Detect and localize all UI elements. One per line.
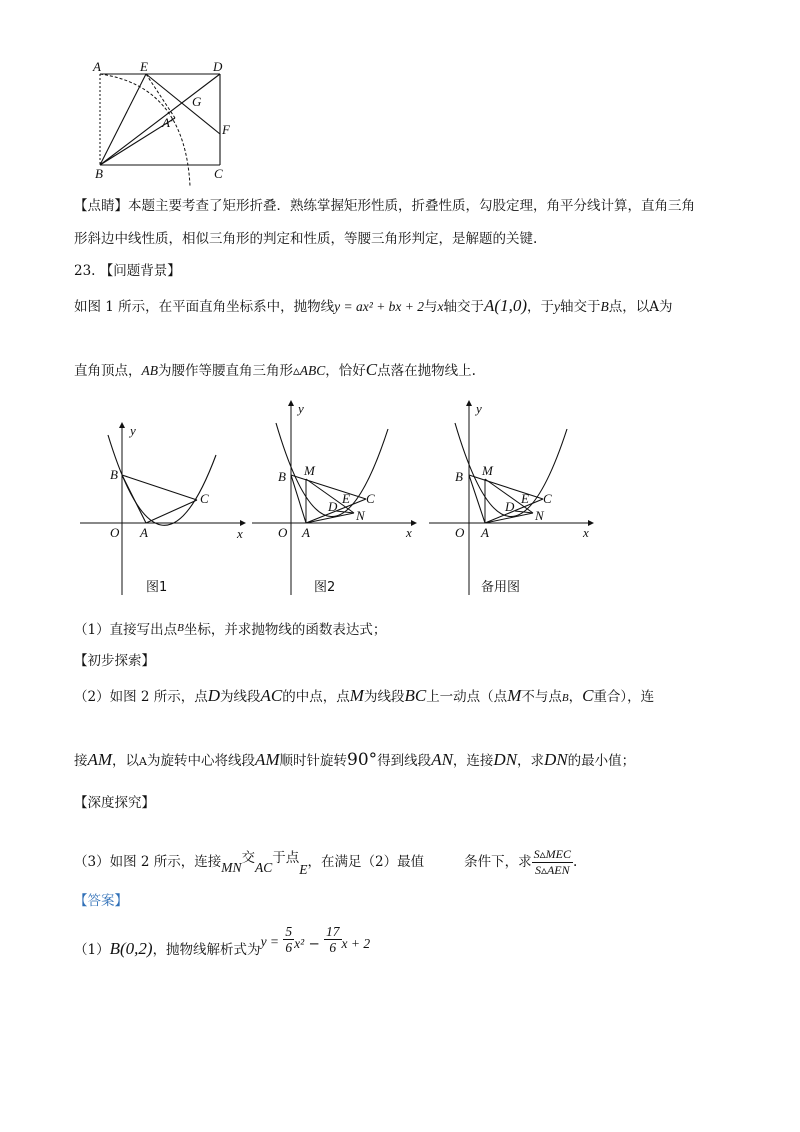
seg-AM: AM [87, 750, 113, 769]
fig2-D-label: D [328, 499, 338, 514]
seg-AM: AM [255, 750, 280, 769]
fig1-A-label: A [140, 525, 148, 540]
text: − [308, 936, 320, 952]
label-D: D [213, 59, 223, 74]
label-F: F [222, 122, 230, 137]
text: （1） [74, 942, 110, 958]
var-A: A [649, 299, 659, 315]
text: 点落在抛物线上. [377, 363, 476, 379]
problem-number: 23. [74, 263, 96, 279]
var-x: x [437, 299, 444, 314]
background-line-2 [74, 360, 476, 381]
fig3-M-label: M [482, 463, 493, 478]
section-background: 【问题背景】 [99, 263, 181, 279]
fig1-B-label: B [110, 467, 118, 482]
var-M: M [349, 686, 364, 705]
answer-label: 【答案】 [74, 893, 128, 909]
text: 点，以 [608, 299, 650, 315]
formula-parabola: y = ax² + bx + 2 [334, 299, 425, 314]
text: ，抛物线解析式为 [152, 942, 261, 958]
label-G: G [192, 94, 202, 109]
point-B: B(0,2) [109, 939, 153, 958]
question-2-line-2 [74, 750, 635, 772]
fig3-E-label: E [521, 491, 529, 506]
text: 的中点，点 [282, 689, 350, 705]
fig3-x-label: x [583, 525, 589, 540]
fraction-denominator: 6 [285, 940, 293, 955]
text: 交 [241, 850, 256, 866]
dianjing-line2: 形斜边中线性质，相似三角形的判定和性质，等腰三角形判定，是解题的关键. [74, 231, 538, 247]
rectangle-fold-figure [80, 58, 250, 188]
text: 于点 [272, 850, 300, 866]
fig2-O-label: O [278, 525, 288, 540]
text: 为腰作等腰直角三角形 [158, 363, 293, 379]
fig3-N-label: N [535, 508, 544, 523]
text: 如图 1 所示，在平面直角坐标系中，抛物线 [74, 299, 335, 315]
text: x + 2 [341, 936, 371, 951]
seg-AC: AC [255, 860, 273, 875]
fraction-17-6 [324, 924, 342, 955]
text: ，于 [527, 299, 554, 315]
fig1-O-label: O [110, 525, 120, 540]
text: . [572, 854, 578, 870]
text: ，恰好 [325, 363, 366, 379]
fraction-numerator: 5 [285, 924, 293, 939]
text: ，连接 [452, 753, 494, 769]
text: 为线段 [363, 689, 405, 705]
var-E: E [299, 862, 308, 877]
section-explore: 【初步探索】 [74, 653, 155, 669]
angle-90: 90° [347, 750, 378, 770]
seg-DN: DN [493, 750, 518, 769]
question-2-line-1 [74, 686, 654, 708]
fig3-C-label: C [543, 491, 552, 506]
triangle-ABC: ▵ABC [293, 363, 326, 378]
text: 与 [424, 299, 438, 315]
text: 顺时针旋转 [279, 753, 348, 769]
seg-MN: MN [221, 860, 242, 875]
label-A: A [93, 59, 101, 74]
label-C: C [214, 166, 223, 181]
dianjing-line1: 【点睛】本题主要考查了矩形折叠．熟练掌握矩形性质，折叠性质，勾股定理，角平分线计算，直角三角 [74, 198, 695, 214]
text: x² [294, 936, 305, 951]
text: 条件下，求 [464, 854, 532, 870]
text: 坐标，并求抛物线的函数表达式； [183, 622, 387, 638]
label-E: E [140, 59, 148, 74]
text: 上一动点（点 [426, 689, 508, 705]
var-M: M [507, 686, 522, 705]
text: ， [568, 689, 583, 705]
figure-3 [425, 395, 600, 610]
question-3 [74, 835, 577, 881]
fraction-numerator: 17 [326, 924, 340, 939]
fig3-caption: 备用图 [481, 580, 521, 595]
var-C: C [582, 686, 594, 705]
text: 接 [74, 753, 88, 769]
fig1-caption: 图1 [146, 580, 168, 595]
text: 轴交于 [443, 299, 485, 315]
fraction-denominator: 6 [329, 940, 337, 955]
text: ，在满足（2）最值 [307, 854, 425, 870]
fig1-x-label: x [237, 526, 243, 541]
fig3-B-label: B [455, 469, 463, 484]
text: ，以 [112, 753, 140, 769]
fig2-N-label: N [356, 508, 365, 523]
fig2-x-label: x [406, 525, 412, 540]
fig2-M-label: M [304, 463, 315, 478]
text: 的最小值； [567, 753, 636, 769]
text: 直角顶点， [74, 363, 142, 379]
fig3-D-label: D [505, 499, 515, 514]
text: （2）如图 2 所示，点 [74, 689, 208, 705]
var-C: C [365, 360, 378, 379]
seg-BC: BC [404, 686, 427, 705]
text: 得到线段 [377, 753, 432, 769]
fraction-area-ratio [532, 847, 573, 878]
label-B: B [95, 166, 103, 181]
var-y: y [554, 299, 560, 314]
fig3-y-label: y [476, 401, 482, 416]
var-B: B [561, 692, 569, 704]
text: ，求 [517, 753, 545, 769]
figure-2 [248, 395, 423, 610]
fig2-y-label: y [298, 401, 304, 416]
seg-AN: AN [431, 750, 453, 769]
seg-AC: AC [260, 686, 283, 705]
answer-1 [74, 922, 370, 962]
var-A: A [139, 755, 147, 768]
text: y = [260, 934, 280, 949]
fig3-O-label: O [455, 525, 465, 540]
label-A-prime: A' [162, 115, 173, 130]
text: 为线段 [220, 689, 261, 705]
fig3-A-label: A [481, 525, 489, 540]
var-D: D [207, 686, 221, 705]
text: 为旋转中心将线段 [147, 753, 255, 769]
fig1-C-label: C [200, 491, 209, 506]
fig1-y-label: y [130, 423, 136, 438]
point-A: A(1,0) [484, 296, 527, 315]
fraction-numerator: S▵MEC [533, 847, 571, 861]
text: 不与点 [521, 689, 562, 705]
problem-header [74, 261, 181, 281]
fig2-A-label: A [302, 525, 310, 540]
fraction-5-6 [283, 924, 294, 955]
text: 轴交于 [560, 299, 601, 315]
fraction-denominator: S▵AEN [534, 863, 570, 877]
text: （1）直接写出点 [74, 622, 178, 638]
seg-AB: AB [141, 363, 158, 378]
fig2-C-label: C [366, 491, 375, 506]
text: 重合），连 [593, 689, 655, 705]
text: （3）如图 2 所示，连接 [74, 854, 222, 870]
var-B: B [177, 622, 184, 634]
figure-1 [80, 415, 250, 610]
fig2-caption: 图2 [314, 580, 336, 595]
fig2-B-label: B [278, 469, 286, 484]
question-1 [74, 618, 386, 640]
background-line-1 [74, 296, 673, 317]
seg-DN: DN [544, 750, 568, 769]
section-deep: 【深度探究】 [74, 795, 155, 811]
text: 为 [659, 299, 673, 315]
fig2-E-label: E [342, 491, 350, 506]
var-B: B [600, 299, 609, 314]
